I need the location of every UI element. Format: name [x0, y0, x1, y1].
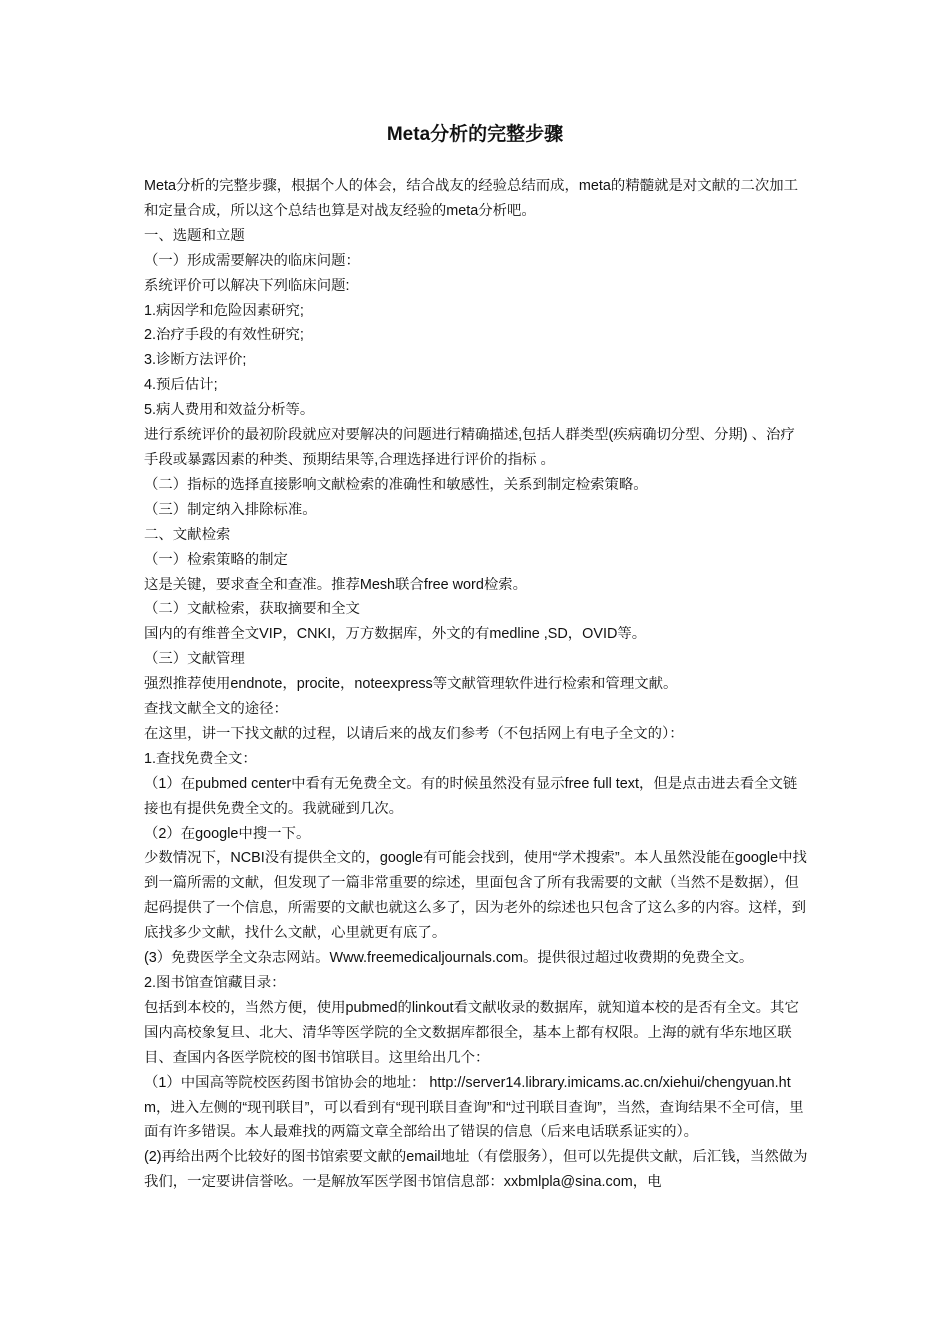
list-item: 3.诊断方法评价;	[144, 352, 247, 369]
paragraph: (3）免费医学全文杂志网站。Www.freemedicaljournals.com。提供很过超过收费期的免费全文。	[144, 950, 754, 967]
document-body	[144, 174, 808, 1195]
paragraph: 进行系统评价的最初阶段就应对要解决的问题进行精确描述,包括人群类型(疾病确切分型、分期) 、治疗手段或暴露因素的种类、预期结果等,合理选择进行评价的指标 。	[144, 427, 795, 468]
list-item: （2）在google中搜一下。	[144, 825, 311, 842]
section-heading-1: 一、选题和立题	[144, 227, 245, 244]
section-heading-2: 二、文献检索	[144, 526, 231, 543]
paragraph: 包括到本校的，当然方便，使用pubmed的linkout看文献收录的数据库，就知道本校的是否有全文。其它国内高校象复旦、北大、清华等医学院的全文数据库都很全，基本上都有权限。上海的就有华东地区联目、查国内各医学院校的图书馆联目。这里给出几个：	[144, 999, 799, 1066]
subsection-heading: （二）文献检索，获取摘要和全文	[144, 601, 360, 618]
paragraph: 强烈推荐使用endnote，procite，noteexpress等文献管理软件进行检索和管理文献。	[144, 676, 678, 693]
subsection-heading: （一）检索策略的制定	[144, 551, 288, 568]
paragraph: 查找文献全文的途径：	[144, 701, 288, 718]
paragraph: 国内的有维普全文VIP，CNKI，万方数据库，外文的有medline ,SD，OVID等。	[144, 626, 647, 643]
list-item: 4.预后估计;	[144, 377, 218, 394]
list-item: 5.病人费用和效益分析等。	[144, 402, 315, 419]
subsection-heading: （三）文献管理	[144, 651, 245, 668]
paragraph: （1）在pubmed center中看有无免费全文。有的时候虽然没有显示free full text，但是点击进去看全文链接也有提供免费全文的。我就碰到几次。	[144, 775, 798, 817]
list-item: 1.病因学和危险因素研究;	[144, 302, 304, 319]
paragraph: 这是关键，要求查全和查准。推荐Mesh联合free word检索。	[144, 576, 527, 593]
paragraph: （1）中国高等院校医药图书馆协会的地址： http://server14.library.imicams.ac.cn/xiehui/chengyuan.htm，进入左侧的“现刊联目”，可以看到有“现刊联目查询”和“过刊联目查询”，当然，查询结果不全可信，里面有许多错误。本人最难找的两篇文章全部给出了错误的信息（后来电话联系证实的）。	[144, 1074, 804, 1141]
list-item: 1.查找免费全文：	[144, 750, 257, 767]
paragraph: 系统评价可以解决下列临床问题:	[144, 277, 350, 294]
paragraph: 在这里，讲一下找文献的过程，以请后来的战友们参考（不包括网上有电子全文的）：	[144, 725, 684, 742]
paragraph: (2)再给出两个比较好的图书馆索要文献的email地址（有偿服务），但可以先提供文献，后汇钱，当然做为我们，一定要讲信誉吆。一是解放军医学图书馆信息部：xxbmlpla@sina.com，电	[144, 1149, 808, 1191]
subsection-heading: （三）制定纳入排除标准。	[144, 501, 317, 518]
document-title: Meta分析的完整步骤	[386, 124, 564, 145]
paragraph: 少数情况下，NCBI没有提供全文的，google有可能会找到，使用“学术搜索”。本人虽然没能在google中找到一篇所需的文献，但发现了一篇非常重要的综述，里面包含了所有我需要的文献（当然不是数据），但起码提供了一个信息，所需要的文献也就这么多了，因为老外的综述也只包含了这么多的内容。这样，到底找多少文献，找什么文献，心里就更有底了。	[144, 850, 807, 942]
paragraph-intro: Meta分析的完整步骤，根据个人的体会，结合战友的经验总结而成，meta的精髓就是对文献的二次加工和定量合成，所以这个总结也算是对战友经验的meta分析吧。	[144, 178, 799, 219]
list-item: 2.治疗手段的有效性研究;	[144, 327, 304, 344]
subsection-heading: （二）指标的选择直接影响文献检索的准确性和敏感性，关系到制定检索策略。	[144, 476, 648, 493]
subsection-heading: （一）形成需要解决的临床问题：	[144, 252, 360, 269]
list-item: 2.图书馆查馆藏目录：	[144, 975, 286, 991]
